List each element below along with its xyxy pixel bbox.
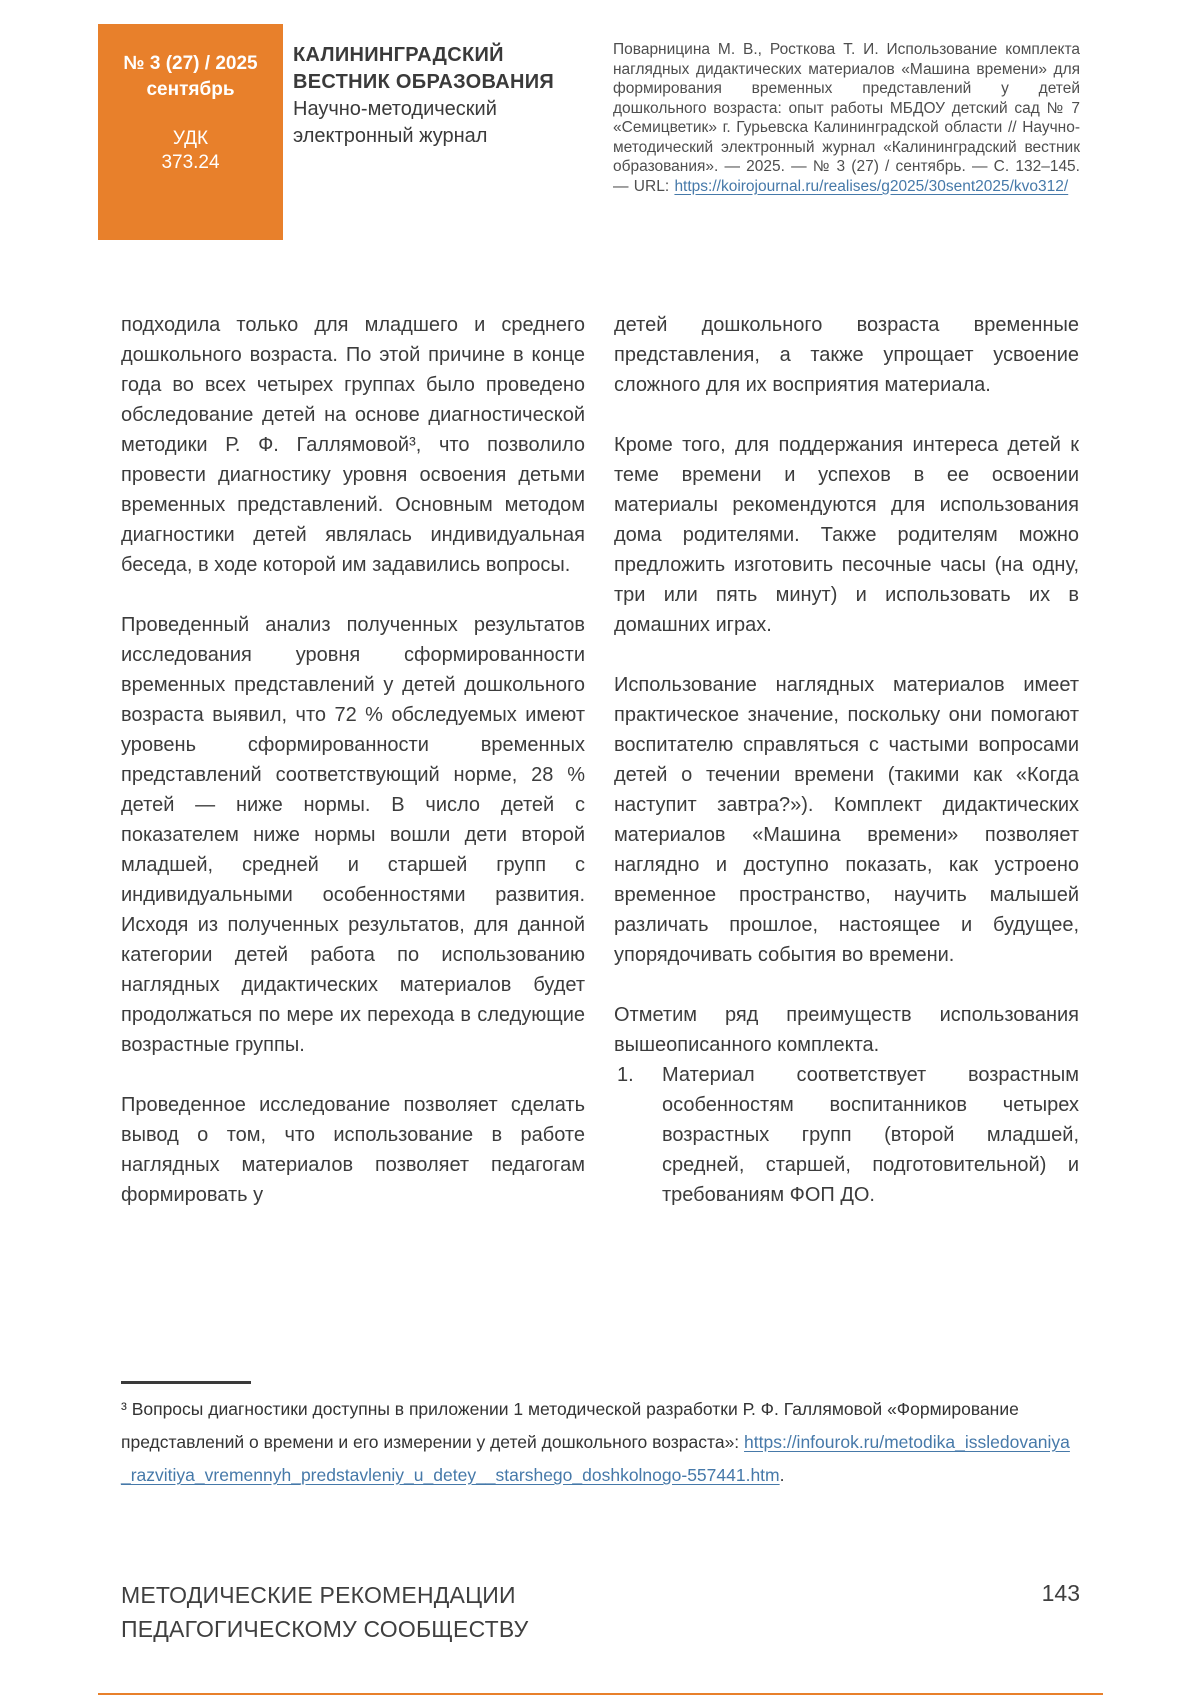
- footnote-text: ³ Вопросы диагностики доступны в приложении 1 методической разработки Р. Ф. Галлямовой «Формирование представлений о времени и его измерении у детей дошкольного возраста»:: [121, 1399, 1019, 1452]
- footnote-link[interactable]: https://infourok.ru/metodika_issledovaniya_razvitiya_vremennyh_predstavleniy_u_detey__starshego_doshkolnogo-557441.htm: [121, 1432, 1070, 1485]
- paragraph: Кроме того, для поддержания интереса детей к теме времени и успехов в ее освоении материалы рекомендуются для использования дома родителями. Также родителям можно предложить изготовить песочные часы (на одну, три или пять минут) и использовать их в домашних играх.: [614, 434, 1079, 636]
- udk-label: УДК: [172, 128, 209, 149]
- footnote: [121, 1381, 1079, 1492]
- journal-subtitle: Научно-методический электронный журнал: [293, 98, 497, 147]
- paragraph: Проведенный анализ полученных результатов исследования уровня сформированности временных представлений у детей дошкольного возраста выявил, что 72 % обследуемых имеют уровень сформированности временных представлений соответствующий норме, 28 % детей — ниже нормы. В число детей с показателем ниже нормы вошли дети второй младшей, средней и старшей групп с индивидуальными особенностями развития. Исходя из полученных результатов, для данной категории детей работа по использованию наглядных дидактических материалов будет продолжаться по мере их перехода в следующие возрастные группы.: [121, 614, 585, 1056]
- left-column: [121, 310, 585, 1210]
- paragraph: подходила только для младшего и среднего дошкольного возраста. По этой причине в конце года во всех четырех группах было проведено обследование детей на основе диагностической методики Р. Ф. Галлямовой³, что позволило провести диагностику уровня освоения детьми временных представлений. Основным методом диагностики детей являлась индивидуальная беседа, в ходе которой им задавились вопросы.: [121, 314, 585, 576]
- right-column: [614, 310, 1079, 1210]
- page-number: 143: [1041, 1580, 1080, 1606]
- list-item-number: 1.: [617, 1064, 634, 1086]
- paragraph: Использование наглядных материалов имеет практическое значение, поскольку они помогают воспитателю справляться с частыми вопросами детей о течении времени (такими как «Когда наступит завтра?»). Комплект дидактических материалов «Машина времени» позволяет наглядно и доступно показать, как устроено временное пространство, научить малышей различать прошлое, настоящее и будущее, упорядочивать события во времени.: [614, 674, 1079, 966]
- issue-number: № 3 (27) / 2025: [123, 53, 258, 74]
- journal-header: [293, 42, 554, 150]
- footnote-text-end: .: [779, 1465, 785, 1485]
- issue-box: [98, 24, 283, 240]
- paragraph: детей дошкольного возраста временные представления, а также упрощает усвоение сложного для их восприятия материала.: [614, 314, 1079, 396]
- list-item-text: Материал соответствует возрастным особенностям воспитанников четырех возрастных групп (второй младшей, средней, старшей, подготовительной) и требованиям ФОП ДО.: [662, 1064, 1079, 1206]
- citation-link[interactable]: https://koirojournal.ru/realises/g2025/30sent2025/kvo312/: [674, 177, 1069, 195]
- advantages-list: [614, 1060, 1079, 1210]
- issue-month: сентябрь: [146, 79, 235, 100]
- citation-text: Поварницина М. В., Росткова Т. И. Использование комплекта наглядных дидактических материалов «Машина времени» для формирования временных представлений у детей дошкольного возраста: опыт работы МБДОУ детский сад № 7 «Семицветик» г. Гурьевска Калининградской области // Научно-методический электронный журнал «Калининградский вестник образования». — 2025. — № 3 (27) / сентябрь. — С. 132–145. — URL:: [613, 41, 1080, 195]
- journal-title: КАЛИНИНГРАДСКИЙ ВЕСТНИК ОБРАЗОВАНИЯ: [293, 44, 555, 93]
- list-item: [614, 1060, 1079, 1210]
- paragraph: Отметим ряд преимуществ использования вышеописанного комплекта.: [614, 1004, 1079, 1056]
- bottom-accent-rule: [98, 1693, 1103, 1695]
- udk-value: 373.24: [161, 152, 220, 173]
- udk-block: [98, 127, 283, 175]
- paragraph: Проведенное исследование позволяет сделать вывод о том, что использование в работе наглядных материалов позволяет педагогам формировать у: [121, 1094, 585, 1206]
- citation-block: [613, 40, 1080, 196]
- footnote-rule: [121, 1381, 251, 1384]
- article-body: [121, 310, 1079, 1210]
- footer-section-title: МЕТОДИЧЕСКИЕ РЕКОМЕНДАЦИИ ПЕДАГОГИЧЕСКОМУ СООБЩЕСТВУ: [121, 1582, 529, 1642]
